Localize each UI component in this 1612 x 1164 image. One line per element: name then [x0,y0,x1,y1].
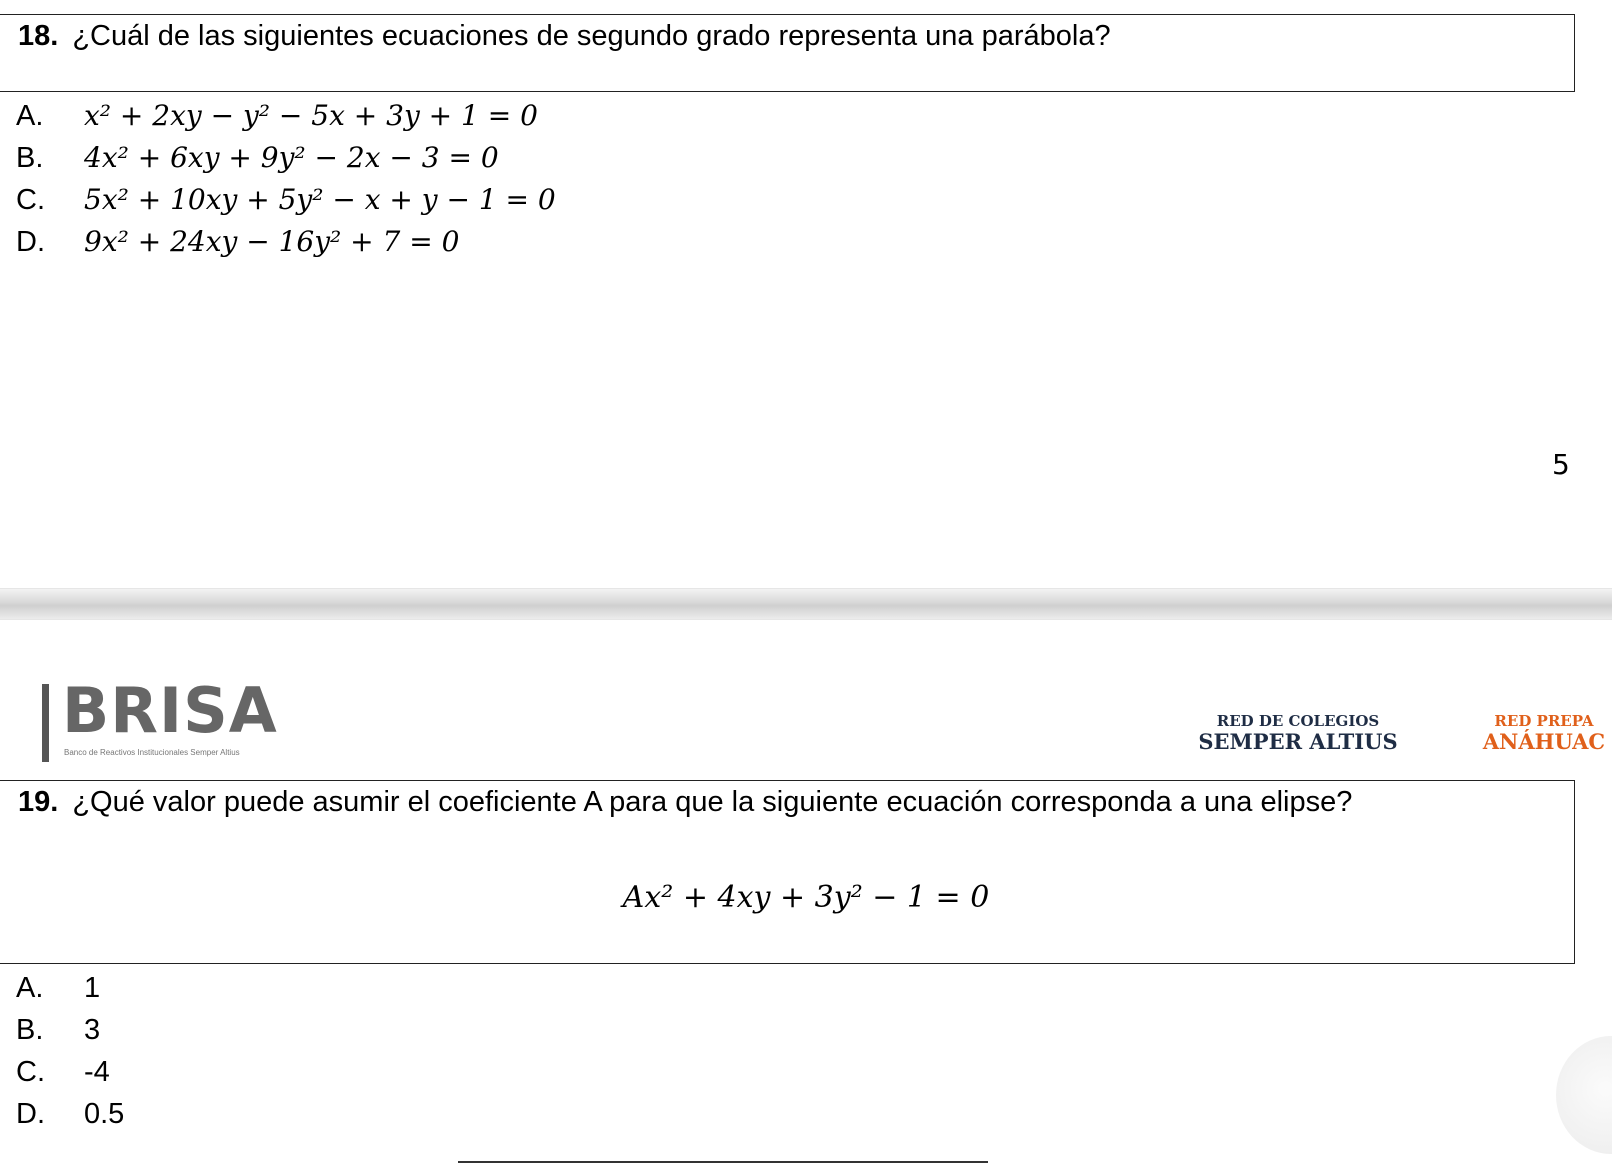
anahuac-logo-line1: RED PREPA [1494,712,1594,730]
question-19-equation: Ax² + 4xy + 3y² − 1 = 0 [622,880,990,915]
option-letter: A. [16,972,44,1004]
option-letter: C. [16,1056,45,1088]
anahuac-logo [1480,712,1608,754]
answer-underline [458,1161,988,1163]
question-19-prompt [18,786,1352,819]
option-value: 1 [84,972,101,1004]
question-18-option-c[interactable] [16,180,556,220]
option-letter: B. [16,142,44,174]
option-value: 3 [84,1014,101,1046]
semper-logo-line1: RED DE COLEGIOS [1216,712,1380,730]
question-19-option-d[interactable] [16,1094,124,1134]
question-19-text: ¿Qué valor puede asumir el coeficiente A para que la siguiente ecuación corresponda a una elipse? [72,786,1353,818]
option-equation: 9x² + 24xy − 16y² + 7 = 0 [84,225,460,258]
option-letter: A. [16,100,44,132]
page-number: 5 [1552,448,1570,481]
option-letter: D. [16,226,45,258]
question-19-number: 19. [18,786,59,818]
brisa-logo-name: BRISA [62,674,278,747]
option-equation: 5x² + 10xy + 5y² − x + y − 1 = 0 [84,183,556,216]
question-18-option-d[interactable] [16,222,459,262]
brisa-logo-subtitle: Banco de Reactivos Institucionales Semper Altius [64,748,240,757]
question-18-option-a[interactable] [16,96,538,136]
question-18-number: 18. [18,20,59,52]
question-18-option-b[interactable] [16,138,499,178]
option-equation: 4x² + 6xy + 9y² − 2x − 3 = 0 [84,141,499,174]
option-letter: D. [16,1098,45,1130]
anahuac-logo-line2: ANÁHUAC [1482,729,1606,754]
floating-scroll-handle[interactable] [1556,1036,1612,1154]
question-18-text: ¿Cuál de las siguientes ecuaciones de segundo grado representa una parábola? [72,20,1111,52]
question-18-prompt [18,20,1111,53]
option-letter: B. [16,1014,44,1046]
option-value: 0.5 [84,1098,125,1130]
semper-altius-logo [1188,712,1408,754]
question-19-option-b[interactable] [16,1010,100,1050]
page-separator [0,588,1612,620]
brisa-logo [42,674,282,760]
question-19-option-a[interactable] [16,968,100,1008]
brisa-logo-bar [42,684,49,762]
option-equation: x² + 2xy − y² − 5x + 3y + 1 = 0 [84,99,538,132]
option-value: -4 [84,1056,110,1088]
question-19-option-c[interactable] [16,1052,110,1092]
semper-logo-line2: SEMPER ALTIUS [1198,729,1398,754]
option-letter: C. [16,184,45,216]
